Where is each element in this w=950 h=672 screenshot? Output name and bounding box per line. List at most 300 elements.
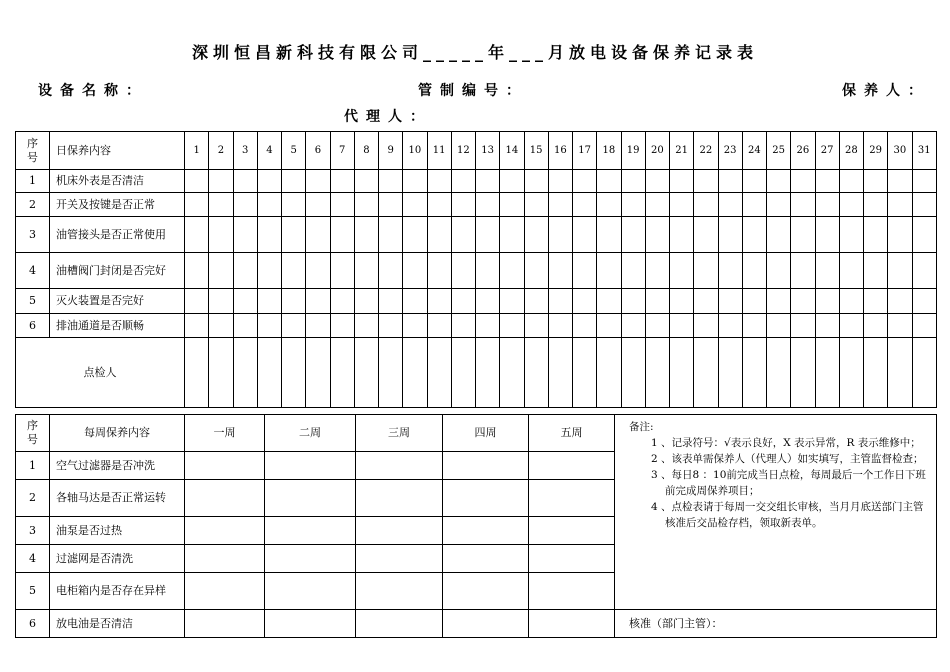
inspector-signature-cell[interactable] — [354, 338, 378, 408]
day-column-header: 25 — [767, 132, 791, 170]
inspector-signature-cell[interactable] — [282, 338, 306, 408]
inspector-signature-cell[interactable] — [306, 338, 330, 408]
daily-check-cell[interactable] — [185, 289, 209, 314]
inspector-signature-cell[interactable] — [597, 338, 621, 408]
daily-check-cell[interactable] — [597, 217, 621, 253]
daily-check-cell[interactable] — [330, 217, 354, 253]
inspector-signature-cell[interactable] — [427, 338, 451, 408]
inspector-signature-cell[interactable] — [500, 338, 524, 408]
daily-check-cell[interactable] — [185, 217, 209, 253]
weekly-check-cell[interactable] — [356, 517, 443, 545]
daily-check-cell[interactable] — [379, 289, 403, 314]
daily-check-cell[interactable] — [306, 193, 330, 217]
daily-check-cell[interactable] — [815, 314, 839, 338]
daily-check-cell[interactable] — [888, 289, 912, 314]
daily-check-cell[interactable] — [548, 289, 572, 314]
daily-check-cell[interactable] — [451, 289, 475, 314]
weekly-check-cell[interactable] — [529, 610, 615, 638]
daily-check-cell[interactable] — [815, 289, 839, 314]
weekly-check-cell[interactable] — [529, 545, 615, 573]
daily-check-cell[interactable] — [645, 193, 669, 217]
daily-check-cell[interactable] — [864, 170, 888, 193]
daily-check-cell[interactable] — [548, 253, 572, 289]
inspector-signature-cell[interactable] — [839, 338, 863, 408]
daily-check-cell[interactable] — [912, 170, 937, 193]
daily-check-cell[interactable] — [403, 314, 427, 338]
daily-check-cell[interactable] — [233, 314, 257, 338]
daily-check-cell[interactable] — [839, 314, 863, 338]
weekly-check-cell[interactable] — [443, 545, 529, 573]
daily-check-cell[interactable] — [912, 314, 937, 338]
weekly-maintenance-table — [15, 414, 937, 638]
daily-check-cell[interactable] — [282, 193, 306, 217]
daily-check-cell[interactable] — [694, 217, 718, 253]
weekly-check-cell[interactable] — [185, 545, 265, 573]
inspector-signature-cell[interactable] — [476, 338, 500, 408]
inspector-signature-cell[interactable] — [233, 338, 257, 408]
daily-check-cell[interactable] — [670, 170, 694, 193]
daily-check-cell[interactable] — [742, 314, 766, 338]
daily-check-cell[interactable] — [209, 314, 233, 338]
weekly-check-cell[interactable] — [265, 480, 356, 517]
day-column-header: 9 — [379, 132, 403, 170]
daily-check-cell[interactable] — [573, 170, 597, 193]
note-item: 1 、记录符号：√表示良好，X 表示异常，R 表示维修中； — [651, 437, 921, 449]
daily-check-cell[interactable] — [476, 193, 500, 217]
daily-check-cell[interactable] — [330, 314, 354, 338]
weekly-check-cell[interactable] — [265, 610, 356, 638]
daily-check-cell[interactable] — [500, 193, 524, 217]
inspector-signature-cell[interactable] — [815, 338, 839, 408]
day-column-header: 8 — [354, 132, 378, 170]
daily-check-cell[interactable] — [524, 193, 548, 217]
daily-check-cell[interactable] — [573, 314, 597, 338]
daily-check-cell[interactable] — [282, 253, 306, 289]
daily-check-cell[interactable] — [500, 314, 524, 338]
day-column-header: 29 — [864, 132, 888, 170]
daily-check-cell[interactable] — [451, 193, 475, 217]
weekly-seq-header: 序号 — [16, 415, 50, 452]
daily-check-cell[interactable] — [209, 193, 233, 217]
daily-check-cell[interactable] — [524, 314, 548, 338]
inspector-signature-cell[interactable] — [767, 338, 791, 408]
daily-check-cell[interactable] — [767, 314, 791, 338]
weekly-item-number: 3 — [16, 517, 50, 545]
inspector-signature-cell[interactable] — [791, 338, 815, 408]
daily-check-cell[interactable] — [839, 193, 863, 217]
day-column-header: 3 — [233, 132, 257, 170]
daily-check-cell[interactable] — [791, 170, 815, 193]
daily-check-cell[interactable] — [354, 253, 378, 289]
daily-check-cell[interactable] — [379, 314, 403, 338]
daily-check-cell[interactable] — [282, 217, 306, 253]
daily-check-cell[interactable] — [718, 289, 742, 314]
daily-check-cell[interactable] — [354, 217, 378, 253]
daily-check-cell[interactable] — [451, 170, 475, 193]
weekly-check-cell[interactable] — [356, 452, 443, 480]
daily-check-cell[interactable] — [500, 253, 524, 289]
weekly-check-cell[interactable] — [265, 452, 356, 480]
daily-check-cell[interactable] — [694, 253, 718, 289]
daily-check-cell[interactable] — [524, 289, 548, 314]
daily-check-cell[interactable] — [257, 289, 281, 314]
daily-content-header: 日保养内容 — [50, 132, 185, 170]
inspector-signature-cell[interactable] — [864, 338, 888, 408]
weekly-item-text: 空气过滤器是否冲洗 — [50, 452, 185, 480]
daily-check-cell[interactable] — [767, 193, 791, 217]
daily-check-cell[interactable] — [427, 289, 451, 314]
inspector-signature-cell[interactable] — [621, 338, 645, 408]
week-column-header: 五周 — [529, 415, 615, 452]
weekly-item-text: 放电油是否清洁 — [50, 610, 185, 638]
daily-check-cell[interactable] — [791, 193, 815, 217]
daily-maintenance-table — [15, 131, 937, 408]
daily-check-cell[interactable] — [403, 289, 427, 314]
daily-check-cell[interactable] — [330, 289, 354, 314]
daily-check-cell[interactable] — [888, 170, 912, 193]
weekly-check-cell[interactable] — [185, 610, 265, 638]
daily-check-cell[interactable] — [548, 193, 572, 217]
daily-check-cell[interactable] — [233, 253, 257, 289]
daily-check-cell[interactable] — [500, 170, 524, 193]
daily-check-cell[interactable] — [427, 193, 451, 217]
notes-label: 备注: — [629, 421, 654, 433]
daily-check-cell[interactable] — [645, 170, 669, 193]
daily-check-cell[interactable] — [476, 289, 500, 314]
inspector-signature-cell[interactable] — [645, 338, 669, 408]
daily-check-cell[interactable] — [548, 314, 572, 338]
daily-check-cell[interactable] — [573, 289, 597, 314]
daily-check-cell[interactable] — [791, 314, 815, 338]
daily-check-cell[interactable] — [888, 253, 912, 289]
weekly-check-cell[interactable] — [529, 573, 615, 610]
daily-item-number: 6 — [16, 314, 50, 338]
inspector-signature-cell[interactable] — [718, 338, 742, 408]
daily-check-cell[interactable] — [767, 289, 791, 314]
daily-item-text: 灭火装置是否完好 — [50, 289, 185, 314]
inspector-signature-cell[interactable] — [185, 338, 209, 408]
daily-check-cell[interactable] — [597, 170, 621, 193]
weekly-check-cell[interactable] — [529, 480, 615, 517]
weekly-item-number: 1 — [16, 452, 50, 480]
weekly-check-cell[interactable] — [529, 517, 615, 545]
daily-check-cell[interactable] — [257, 170, 281, 193]
daily-check-cell[interactable] — [670, 193, 694, 217]
week-column-header: 三周 — [356, 415, 443, 452]
week-column-header: 一周 — [185, 415, 265, 452]
daily-check-cell[interactable] — [573, 193, 597, 217]
daily-item-text: 油槽阀门封闭是否完好 — [50, 253, 185, 289]
daily-check-cell[interactable] — [912, 193, 937, 217]
daily-check-cell[interactable] — [306, 314, 330, 338]
day-column-header: 30 — [888, 132, 912, 170]
weekly-check-cell[interactable] — [443, 517, 529, 545]
daily-check-cell[interactable] — [354, 170, 378, 193]
weekly-check-cell[interactable] — [265, 545, 356, 573]
daily-check-cell[interactable] — [694, 314, 718, 338]
daily-check-cell[interactable] — [209, 170, 233, 193]
daily-check-cell[interactable] — [379, 170, 403, 193]
daily-check-cell[interactable] — [645, 217, 669, 253]
daily-item-number: 4 — [16, 253, 50, 289]
inspector-signature-cell[interactable] — [257, 338, 281, 408]
daily-check-cell[interactable] — [330, 170, 354, 193]
daily-item-text: 开关及按键是否正常 — [50, 193, 185, 217]
daily-check-cell[interactable] — [354, 193, 378, 217]
daily-check-cell[interactable] — [379, 253, 403, 289]
daily-check-cell[interactable] — [839, 253, 863, 289]
daily-check-cell[interactable] — [500, 289, 524, 314]
agent-label: 代理人： — [344, 109, 432, 125]
daily-check-cell[interactable] — [597, 314, 621, 338]
daily-check-cell[interactable] — [621, 193, 645, 217]
notes-panel — [615, 415, 937, 610]
daily-check-cell[interactable] — [621, 253, 645, 289]
daily-check-cell[interactable] — [330, 253, 354, 289]
daily-check-cell[interactable] — [621, 170, 645, 193]
daily-check-cell[interactable] — [403, 193, 427, 217]
daily-check-cell[interactable] — [718, 193, 742, 217]
daily-check-cell[interactable] — [330, 193, 354, 217]
daily-check-cell[interactable] — [742, 217, 766, 253]
day-column-header: 23 — [718, 132, 742, 170]
daily-check-cell[interactable] — [864, 314, 888, 338]
daily-check-cell[interactable] — [839, 217, 863, 253]
daily-check-cell[interactable] — [815, 193, 839, 217]
daily-check-cell[interactable] — [403, 253, 427, 289]
daily-check-cell[interactable] — [427, 217, 451, 253]
daily-check-cell[interactable] — [257, 253, 281, 289]
daily-check-cell[interactable] — [451, 314, 475, 338]
daily-check-cell[interactable] — [597, 253, 621, 289]
weekly-check-cell[interactable] — [185, 573, 265, 610]
day-column-header: 12 — [451, 132, 475, 170]
weekly-check-cell[interactable] — [356, 610, 443, 638]
daily-check-cell[interactable] — [791, 217, 815, 253]
day-column-header: 18 — [597, 132, 621, 170]
inspector-signature-cell[interactable] — [694, 338, 718, 408]
daily-check-cell[interactable] — [791, 289, 815, 314]
weekly-check-cell[interactable] — [443, 480, 529, 517]
daily-check-cell[interactable] — [718, 170, 742, 193]
equipment-name-label: 设备名称： — [38, 83, 148, 99]
daily-check-cell[interactable] — [476, 217, 500, 253]
daily-check-cell[interactable] — [912, 217, 937, 253]
day-column-header: 1 — [185, 132, 209, 170]
daily-check-cell[interactable] — [354, 289, 378, 314]
daily-check-cell[interactable] — [888, 217, 912, 253]
daily-check-cell[interactable] — [524, 253, 548, 289]
weekly-check-cell[interactable] — [356, 480, 443, 517]
weekly-check-cell[interactable] — [185, 480, 265, 517]
daily-check-cell[interactable] — [694, 289, 718, 314]
daily-check-cell[interactable] — [670, 314, 694, 338]
daily-item-text: 机床外表是否清洁 — [50, 170, 185, 193]
daily-check-cell[interactable] — [306, 170, 330, 193]
daily-check-cell[interactable] — [185, 193, 209, 217]
daily-check-cell[interactable] — [403, 170, 427, 193]
day-column-header: 16 — [548, 132, 572, 170]
daily-check-cell[interactable] — [185, 253, 209, 289]
daily-check-cell[interactable] — [742, 253, 766, 289]
daily-check-cell[interactable] — [742, 289, 766, 314]
day-column-header: 7 — [330, 132, 354, 170]
weekly-item-text: 各轴马达是否正常运转 — [50, 480, 185, 517]
daily-check-cell[interactable] — [815, 217, 839, 253]
daily-check-cell[interactable] — [257, 217, 281, 253]
daily-check-cell[interactable] — [621, 289, 645, 314]
inspector-signature-cell[interactable] — [912, 338, 937, 408]
note-item: 4 、点检表请于每周一交交组长审核，当月月底送部门主管核准后交品检存档，领取新表单。 — [651, 501, 924, 529]
daily-check-cell[interactable] — [476, 253, 500, 289]
daily-check-cell[interactable] — [912, 289, 937, 314]
daily-check-cell[interactable] — [888, 193, 912, 217]
daily-check-cell[interactable] — [791, 253, 815, 289]
inspector-signature-cell[interactable] — [403, 338, 427, 408]
daily-check-cell[interactable] — [282, 170, 306, 193]
daily-check-cell[interactable] — [645, 253, 669, 289]
daily-check-cell[interactable] — [718, 314, 742, 338]
daily-check-cell[interactable] — [282, 314, 306, 338]
inspector-signature-cell[interactable] — [548, 338, 572, 408]
day-column-header: 22 — [694, 132, 718, 170]
daily-check-cell[interactable] — [670, 217, 694, 253]
day-column-header: 24 — [742, 132, 766, 170]
daily-check-cell[interactable] — [306, 217, 330, 253]
daily-check-cell[interactable] — [912, 253, 937, 289]
daily-check-cell[interactable] — [548, 217, 572, 253]
day-column-header: 14 — [500, 132, 524, 170]
inspector-signature-cell[interactable] — [573, 338, 597, 408]
weekly-check-cell[interactable] — [185, 452, 265, 480]
daily-check-cell[interactable] — [815, 253, 839, 289]
weekly-check-cell[interactable] — [185, 517, 265, 545]
daily-check-cell[interactable] — [403, 217, 427, 253]
daily-check-cell[interactable] — [476, 314, 500, 338]
daily-check-cell[interactable] — [209, 253, 233, 289]
daily-check-cell[interactable] — [864, 289, 888, 314]
weekly-check-cell[interactable] — [529, 452, 615, 480]
daily-check-cell[interactable] — [233, 193, 257, 217]
weekly-item-text: 过滤网是否清洗 — [50, 545, 185, 573]
daily-check-cell[interactable] — [694, 193, 718, 217]
weekly-check-cell[interactable] — [356, 573, 443, 610]
daily-check-cell[interactable] — [742, 170, 766, 193]
inspector-signature-cell[interactable] — [524, 338, 548, 408]
daily-check-cell[interactable] — [839, 170, 863, 193]
daily-check-cell[interactable] — [233, 217, 257, 253]
day-column-header: 11 — [427, 132, 451, 170]
day-column-header: 2 — [209, 132, 233, 170]
daily-check-cell[interactable] — [209, 289, 233, 314]
inspector-signature-cell[interactable] — [209, 338, 233, 408]
weekly-check-cell[interactable] — [265, 573, 356, 610]
daily-check-cell[interactable] — [573, 253, 597, 289]
daily-check-cell[interactable] — [427, 314, 451, 338]
day-column-header: 26 — [791, 132, 815, 170]
daily-check-cell[interactable] — [694, 170, 718, 193]
daily-check-cell[interactable] — [864, 253, 888, 289]
weekly-item-number: 2 — [16, 480, 50, 517]
weekly-item-text: 电柜箱内是否存在异样 — [50, 573, 185, 610]
daily-check-cell[interactable] — [645, 314, 669, 338]
daily-check-cell[interactable] — [864, 217, 888, 253]
daily-check-cell[interactable] — [524, 217, 548, 253]
inspector-signature-cell[interactable] — [888, 338, 912, 408]
daily-check-cell[interactable] — [306, 253, 330, 289]
daily-check-cell[interactable] — [767, 253, 791, 289]
inspector-signature-cell[interactable] — [379, 338, 403, 408]
inspector-signature-cell[interactable] — [742, 338, 766, 408]
daily-check-cell[interactable] — [815, 170, 839, 193]
daily-check-cell[interactable] — [597, 193, 621, 217]
daily-check-cell[interactable] — [233, 170, 257, 193]
daily-check-cell[interactable] — [742, 193, 766, 217]
daily-check-cell[interactable] — [767, 217, 791, 253]
weekly-check-cell[interactable] — [443, 452, 529, 480]
daily-check-cell[interactable] — [257, 314, 281, 338]
inspector-signature-cell[interactable] — [670, 338, 694, 408]
day-column-header: 20 — [645, 132, 669, 170]
day-column-header: 5 — [282, 132, 306, 170]
weekly-check-cell[interactable] — [265, 517, 356, 545]
daily-check-cell[interactable] — [185, 170, 209, 193]
daily-check-cell[interactable] — [185, 314, 209, 338]
weekly-item-number: 6 — [16, 610, 50, 638]
daily-check-cell[interactable] — [379, 217, 403, 253]
daily-check-cell[interactable] — [524, 170, 548, 193]
daily-check-cell[interactable] — [621, 217, 645, 253]
daily-check-cell[interactable] — [888, 314, 912, 338]
daily-check-cell[interactable] — [645, 289, 669, 314]
day-column-header: 17 — [573, 132, 597, 170]
daily-check-cell[interactable] — [548, 170, 572, 193]
daily-check-cell[interactable] — [670, 289, 694, 314]
daily-check-cell[interactable] — [573, 217, 597, 253]
weekly-check-cell[interactable] — [443, 610, 529, 638]
daily-check-cell[interactable] — [864, 193, 888, 217]
daily-check-cell[interactable] — [621, 314, 645, 338]
daily-check-cell[interactable] — [718, 217, 742, 253]
daily-check-cell[interactable] — [354, 314, 378, 338]
daily-check-cell[interactable] — [839, 289, 863, 314]
daily-check-cell[interactable] — [209, 217, 233, 253]
daily-check-cell[interactable] — [597, 289, 621, 314]
daily-item-text: 排油通道是否顺畅 — [50, 314, 185, 338]
inspector-signature-cell[interactable] — [451, 338, 475, 408]
weekly-check-cell[interactable] — [356, 545, 443, 573]
daily-check-cell[interactable] — [451, 217, 475, 253]
daily-check-cell[interactable] — [257, 193, 281, 217]
day-column-header: 4 — [257, 132, 281, 170]
daily-check-cell[interactable] — [476, 170, 500, 193]
inspector-signature-cell[interactable] — [330, 338, 354, 408]
daily-check-cell[interactable] — [767, 170, 791, 193]
daily-check-cell[interactable] — [306, 289, 330, 314]
daily-check-cell[interactable] — [500, 217, 524, 253]
daily-check-cell[interactable] — [282, 289, 306, 314]
daily-check-cell[interactable] — [451, 253, 475, 289]
daily-check-cell[interactable] — [379, 193, 403, 217]
daily-check-cell[interactable] — [718, 253, 742, 289]
daily-check-cell[interactable] — [427, 170, 451, 193]
daily-check-cell[interactable] — [670, 253, 694, 289]
daily-check-cell[interactable] — [233, 289, 257, 314]
weekly-item-number: 4 — [16, 545, 50, 573]
daily-check-cell[interactable] — [427, 253, 451, 289]
weekly-check-cell[interactable] — [443, 573, 529, 610]
approval-field[interactable]: 核准（部门主管）： — [615, 610, 937, 638]
